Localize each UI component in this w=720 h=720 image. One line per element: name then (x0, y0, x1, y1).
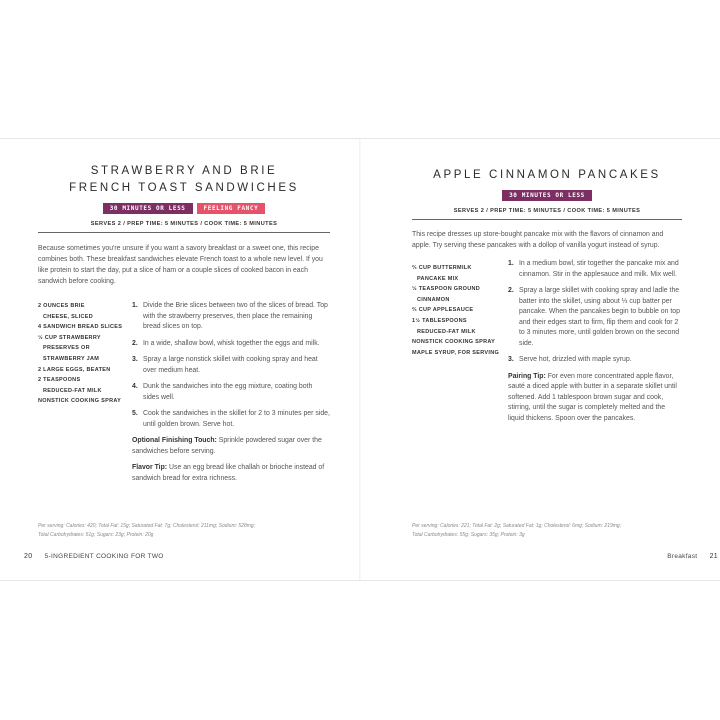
divider (412, 219, 682, 220)
book-gutter (359, 139, 361, 580)
flavor-tip: Flavor Tip: Use an egg bread like challah or brioche instead of sandwich bread for extra richness. (132, 464, 325, 482)
title-line-2: FRENCH TOAST SANDWICHES (69, 182, 299, 194)
ingredient-item: 2 TEASPOONS REDUCED-FAT MILK (38, 377, 102, 394)
badge-30-minutes: 30 MINUTES OR LESS (103, 203, 193, 214)
badge-feeling-fancy: FEELING FANCY (197, 203, 266, 214)
running-head: Breakfast (667, 553, 698, 560)
instruction-step: 4. Dunk the sandwiches into the egg mixture, coating both sides well. (132, 383, 313, 401)
left-folio (24, 553, 164, 560)
finishing-touch-tip: Optional Finishing Touch: Sprinkle powdered sugar over the sandwiches before serving. (132, 437, 322, 455)
ingredient-item: 2 OUNCES BRIE CHEESE, SLICED (38, 303, 94, 320)
right-folio (667, 553, 718, 560)
ingredient-item: 1½ TABLESPOONS REDUCED-FAT MILK (412, 317, 476, 335)
ingredient-item: MAPLE SYRUP, FOR SERVING (412, 349, 500, 356)
nutrition-info: Per serving: Calories: 420; Total Fat: 15g; Saturated Fat: 7g; Cholesterol: 211mg; Sodium: 528mg; Total Carbohydrates: 51g; Sugars: 23g; Protein: 20g (38, 523, 256, 538)
recipe-intro: Because sometimes you're unsure if you want a savory breakfast or a sweet one, this recipe combines both. These breakfast sandwiches elevate French toast to a whole new level. If you like protein to start the day, put a slice of ham or a couple slices of cooked bacon in each sandwich before cooking. (38, 245, 323, 285)
nutrition-info: Per serving: Calories: 221; Total Fat: 2g; Saturated Fat: 1g; Cholesterol: 6mg; Sodium: 219mg; Total Carbohydrates: 55g; Sugars: 35g; Protein: 3g (412, 523, 622, 538)
title-line-1: STRAWBERRY AND BRIE (90, 165, 278, 177)
instruction-list (132, 301, 330, 490)
recipe-badges (412, 190, 682, 202)
pairing-tip: Pairing Tip: For even more concentrated apple flavor, sauté a diced apple with butter in a separate skillet until softened. Add 1 tablespoon brown sugar and cook, stirring, until the sugar is completely melted and the liquid thickens. Spoon over the pancakes. (508, 372, 677, 422)
ingredient-item: ⅔ CUP APPLESAUCE (412, 307, 474, 314)
recipe-title (38, 163, 330, 197)
ingredient-item: NONSTICK COOKING SPRAY (412, 339, 496, 346)
recipe-badges (38, 203, 330, 215)
recipe-title: APPLE CINNAMON PANCAKES (433, 169, 661, 181)
recipe-intro: This recipe dresses up store-bought pancake mix with the flavors of cinnamon and apple. Try serving these pancakes with a dollop of vanilla yogurt instead of syrup. (412, 231, 664, 249)
instruction-step: 5. Cook the sandwiches in the skillet for 2 to 3 minutes per side, until golden brown. Serve hot. (132, 410, 330, 428)
recipe-body (412, 259, 682, 430)
instruction-step: 3. Spray a large nonstick skillet with cooking spray and heat over medium heat. (132, 356, 318, 374)
ingredient-item: NONSTICK COOKING SPRAY (38, 398, 122, 405)
badge-30-minutes: 30 MINUTES OR LESS (502, 190, 592, 201)
page-number: 20 (24, 553, 33, 560)
right-page (412, 138, 718, 580)
serves-info: SERVES 2 / PREP TIME: 5 MINUTES / COOK TIME: 5 MINUTES (90, 221, 278, 227)
ingredient-item: 2 LARGE EGGS, BEATEN (38, 366, 111, 373)
instruction-step: 1. In a medium bowl, stir together the pancake mix and cinnamon. Stir in the applesauce and milk. Mix well. (508, 260, 679, 278)
divider (38, 232, 330, 233)
spread-edge-bottom (0, 580, 720, 581)
instruction-step: 2. Spray a large skillet with cooking spray and ladle the batter into the skillet, using about ⅓ cup batter per pancake. When the pancakes begin to bubble on top and their edges start to firm, flip them and cook for 2 to 3 minutes more, until golden brown on the second side. (508, 287, 680, 347)
ingredient-item: ⅔ CUP BUTTERMILK PANCAKE MIX (412, 265, 472, 282)
page-number: 21 (709, 553, 718, 560)
ingredient-list (38, 301, 130, 490)
serves-info: SERVES 2 / PREP TIME: 5 MINUTES / COOK TIME: 5 MINUTES (453, 208, 641, 214)
left-page (24, 138, 330, 580)
instruction-list (508, 259, 682, 430)
instruction-step: 1. Divide the Brie slices between two of the slices of bread. Top with the strawberry preserves, then place the remaining bread slices on top. (132, 302, 328, 330)
instruction-step: 3. Serve hot, drizzled with maple syrup. (508, 356, 632, 363)
ingredient-list (412, 263, 502, 430)
instruction-step: 2. In a wide, shallow bowl, whisk together the eggs and milk. (132, 339, 320, 347)
ingredient-item: ½ TEASPOON GROUND CINNAMON (412, 286, 481, 303)
ingredient-item: ½ CUP STRAWBERRY PRESERVES OR STRAWBERRY JAM (38, 334, 101, 362)
ingredient-item: 4 SANDWICH BREAD SLICES (38, 324, 123, 331)
recipe-body (38, 301, 330, 490)
running-head: 5-INGREDIENT COOKING FOR TWO (44, 553, 164, 560)
